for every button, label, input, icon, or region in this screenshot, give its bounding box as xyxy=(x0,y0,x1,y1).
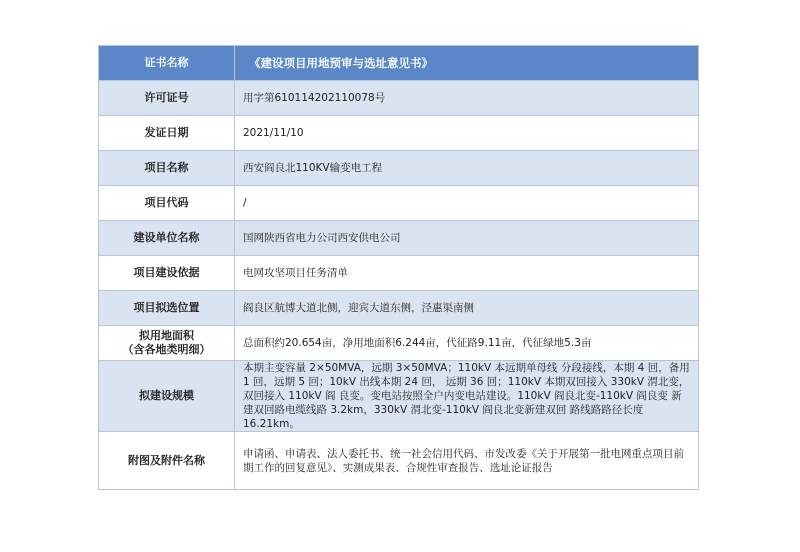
row-value: 阎良区航博大道北侧，迎宾大道东侧，泾惠渠南侧 xyxy=(235,291,699,326)
table-row xyxy=(99,256,699,291)
header-label: 证书名称 xyxy=(99,46,235,81)
row-label-main: 拟用地面积 xyxy=(139,329,194,342)
row-label: 拟建设规模 xyxy=(99,361,235,432)
row-value: 总面积约20.654亩，净用地面积6.244亩，代征路9.11亩，代征绿地5.3亩 xyxy=(235,326,699,361)
certificate-table xyxy=(98,45,699,490)
row-value: / xyxy=(235,186,699,221)
row-label: 项目拟选位置 xyxy=(99,291,235,326)
table-row xyxy=(99,116,699,151)
row-value: 2021/11/10 xyxy=(235,116,699,151)
header-value: 《建设项目用地预审与选址意见书》 xyxy=(235,46,699,81)
table-row xyxy=(99,81,699,116)
row-value: 国网陕西省电力公司西安供电公司 xyxy=(235,221,699,256)
row-value: 本期主变容量 2×50MVA，远期 3×50MVA；110kV 本远期单母线 分段接线，本期 4 回，备用 1 回，远期 5 回；10kV 出线本期 24 回， 远期 36 回；110kV 本期双回接入 330kV 渭北变，双回接入 110kV 阎 良变。变电站按照全户内变电站建设。110kV 阎良北变-110kV 阎良变 新建双回路电缆线路 3.2km，330kV 渭北变-110kV 阎良北变新建双回 路线路路径长度 16.21km。 xyxy=(235,361,699,432)
table-row xyxy=(99,291,699,326)
table-row xyxy=(99,186,699,221)
table-row xyxy=(99,221,699,256)
row-label: 项目名称 xyxy=(99,151,235,186)
row-label: 项目建设依据 xyxy=(99,256,235,291)
table-row xyxy=(99,326,699,361)
row-label: 许可证号 xyxy=(99,81,235,116)
row-label: 建设单位名称 xyxy=(99,221,235,256)
row-value: 西安阎良北110KV输变电工程 xyxy=(235,151,699,186)
row-value: 用字第610114202110078号 xyxy=(235,81,699,116)
table-row xyxy=(99,361,699,432)
row-label-sub: （含各地类明细） xyxy=(122,343,211,356)
table-row xyxy=(99,432,699,490)
row-label: 项目代码 xyxy=(99,186,235,221)
row-label: 附图及附件名称 xyxy=(99,432,235,490)
row-label xyxy=(99,326,235,361)
table-row xyxy=(99,151,699,186)
row-label: 发证日期 xyxy=(99,116,235,151)
row-value: 电网攻坚项目任务清单 xyxy=(235,256,699,291)
table-header-row xyxy=(99,46,699,81)
row-value: 申请函、申请表、法人委托书、统一社会信用代码、市发改委《关于开展第一批电网重点项目前期工作的回复意见》、实测成果表、合规性审查报告、选址论证报告 xyxy=(235,432,699,490)
